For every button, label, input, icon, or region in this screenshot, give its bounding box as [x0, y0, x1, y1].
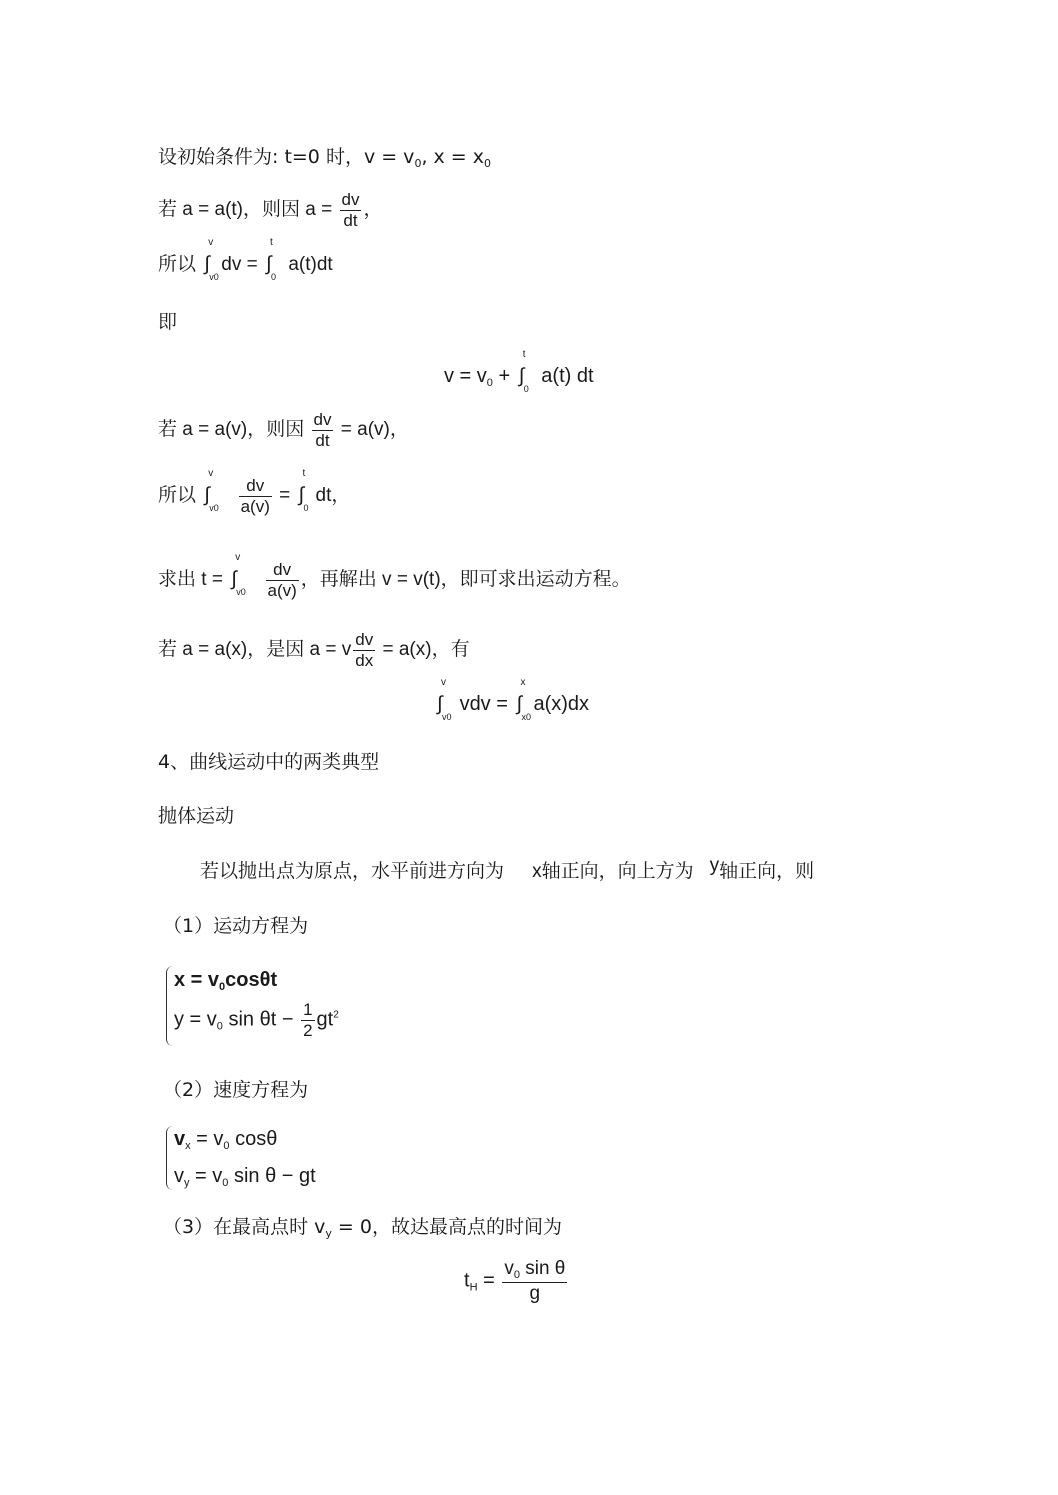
dv: dv: [221, 254, 242, 275]
integral-sign: ∫: [516, 693, 522, 715]
integral-symbol: [204, 468, 219, 514]
top-point-text-b: = 0，故达最高点的时间为: [331, 1216, 562, 1238]
equals: =: [477, 1269, 501, 1292]
top-point-line: [163, 1218, 562, 1239]
ji-label: 即: [158, 311, 178, 333]
fraction-dv-av: [239, 476, 272, 516]
top-point-text: （3）在最高点时 v: [163, 1216, 326, 1238]
fraction-v0sin-g: [502, 1258, 567, 1304]
case-a-of-x: [158, 630, 470, 670]
upper-limit: x: [520, 677, 526, 688]
numerator: dv: [239, 476, 272, 497]
so-label: 所以: [158, 254, 197, 275]
comma: ，: [363, 199, 383, 221]
coordinate-description: [200, 855, 815, 882]
upper-limit: t: [302, 468, 306, 480]
integral-symbol: [204, 237, 219, 282]
fraction-dv-av: [266, 560, 299, 600]
rhs: = a(x)，有: [377, 639, 470, 661]
integral-sign: ∫: [204, 484, 210, 507]
upper-limit: t: [270, 237, 273, 248]
motion-x-equation: [174, 970, 277, 993]
sub-zero: 0: [486, 377, 493, 389]
motion-x-rhs: cosθt: [225, 969, 278, 991]
integral-equation-2: 所以 v ∫ v0 $\frac{dv}{a(v)}$ = t ∫ 0 dt，: [158, 468, 351, 516]
sub-zero: 0: [216, 1020, 223, 1033]
desc-a: 若以抛出点为原点，水平前进方向为: [200, 860, 505, 882]
solve-text: 求出 t =: [158, 569, 229, 591]
integral-sign: ∫: [231, 568, 237, 591]
desc-c: 轴正向，则: [719, 860, 815, 882]
integral-sign: ∫: [298, 484, 304, 507]
upper-limit: t: [522, 349, 526, 360]
rhs: a(x)dx: [533, 693, 590, 715]
vy-rhs: sin θ − gt: [228, 1165, 316, 1187]
projectile-heading: 抛体运动: [158, 805, 235, 827]
integral-sign: ∫: [204, 253, 210, 275]
x-axis-symbol: x: [532, 861, 542, 882]
vy-lhs: v: [174, 1165, 184, 1187]
case-a-of-v-text: 若 a = a(v)，则因: [158, 419, 305, 441]
left-brace: [166, 1126, 173, 1190]
lower-limit: 0: [523, 384, 529, 394]
rhs: a(t)dt: [288, 254, 333, 275]
denominator: 2: [303, 1020, 313, 1040]
upper-limit: v: [208, 237, 214, 248]
solve-line: [158, 552, 631, 600]
velocity-eq-title: （2）速度方程为: [163, 1079, 309, 1101]
vx-lhs: v: [174, 1128, 186, 1150]
sub-zero: 0: [513, 1269, 520, 1281]
numerator: dv: [266, 560, 299, 581]
lower-limit: 0: [271, 272, 277, 282]
initial-condition-text-b: , x = x: [421, 146, 485, 168]
vx-rhs: cosθ: [229, 1128, 278, 1150]
motion-y-mid: sin θt −: [222, 1008, 300, 1031]
numerator: dv: [341, 190, 360, 209]
velocity-integral-formula: [444, 349, 594, 394]
denominator: a(v): [240, 496, 270, 516]
sub-y: y: [325, 1227, 332, 1240]
sub-y: y: [184, 1177, 190, 1189]
rhs: a(t) dt: [541, 365, 594, 387]
integral-symbol: [298, 468, 313, 514]
sub-x: x: [185, 1140, 191, 1152]
rhs: dt，: [315, 485, 351, 507]
denominator: dt: [343, 210, 358, 230]
vx-eq: = v: [190, 1128, 224, 1150]
y-axis-symbol: y: [709, 855, 720, 876]
denominator: g: [529, 1282, 541, 1304]
numerator: dv: [355, 630, 374, 649]
lower-limit: x0: [521, 712, 531, 722]
integral-symbol: [231, 552, 246, 598]
sub-H: H: [469, 1281, 478, 1294]
lower-limit: 0: [303, 503, 309, 514]
left-brace: [166, 966, 173, 1046]
so-label: 所以: [158, 485, 197, 507]
motion-x-lhs: x = v: [174, 969, 220, 991]
fraction-dv-dx: [353, 630, 375, 670]
section-heading: 4、曲线运动中的两类典型: [158, 751, 380, 773]
lower-limit: v0: [442, 712, 452, 722]
motion-y-lhs: y = v: [174, 1008, 217, 1031]
v-eq: v = v: [444, 365, 487, 387]
denominator: a(v): [267, 580, 297, 600]
rhs: = a(v)，: [335, 419, 409, 441]
integral-sign: ∫: [437, 693, 443, 715]
case-a-of-t: [158, 190, 382, 230]
initial-condition-text: 设初始条件为: t=0 时，v = v: [158, 146, 415, 168]
fraction-one-half: [301, 1000, 314, 1040]
fraction-dv-dt: [312, 410, 334, 450]
upper-limit: v: [235, 552, 241, 564]
integral-symbol: [437, 677, 452, 722]
upper-limit: v: [208, 468, 214, 480]
motion-eq-title: （1）运动方程为: [163, 915, 309, 937]
lower-limit: v0: [236, 587, 246, 598]
upper-limit: v: [441, 677, 446, 688]
integral-symbol: [516, 677, 531, 722]
integral-symbol: [518, 349, 533, 394]
lower-limit: v0: [209, 272, 219, 282]
solve-suffix: ，再解出 v = v(t)，即可求出运动方程。: [300, 569, 631, 591]
case-a-of-v: [158, 410, 409, 450]
integral-equation-1: 所以 v ∫ v0 dv = t ∫ 0 a(t)dt: [158, 237, 333, 282]
case-a-of-x-text: 若 a = a(x)，是因 a = v: [158, 639, 352, 661]
denominator: dx: [355, 650, 374, 670]
v0-symbol: v: [504, 1258, 514, 1279]
desc-b: 轴正向，向上方为: [541, 860, 694, 882]
motion-y-gt: gt: [316, 1008, 334, 1031]
sub-zero: 0: [223, 1140, 230, 1152]
initial-condition: [158, 148, 491, 169]
integral-symbol: [266, 237, 280, 282]
sub-zero: 0: [484, 157, 492, 170]
numerator: 1: [303, 1000, 313, 1019]
vdv-integral: [434, 677, 590, 722]
integral-sign: ∫: [266, 253, 272, 275]
motion-y-equation: [174, 1000, 339, 1040]
case-a-of-t-text: 若 a = a(t)，则因 a =: [158, 199, 338, 221]
sup-two: 2: [333, 1009, 339, 1021]
sin-theta: sin θ: [519, 1258, 566, 1279]
numerator: dv: [313, 410, 332, 429]
sub-zero: 0: [222, 1177, 229, 1189]
sub-zero: 0: [219, 981, 226, 993]
lhs: vdv =: [459, 693, 514, 715]
vy-equation: [174, 1166, 316, 1189]
vy-eq: = v: [189, 1165, 223, 1187]
time-to-top-formula: [464, 1258, 569, 1304]
fraction-dv-dt: [340, 190, 362, 230]
lower-limit: v0: [209, 503, 219, 514]
integral-sign: ∫: [518, 365, 525, 387]
t-symbol: t: [464, 1269, 470, 1292]
plus: +: [492, 365, 516, 387]
sub-zero: 0: [414, 157, 422, 170]
vx-equation: [174, 1129, 277, 1152]
denominator: dt: [315, 430, 330, 450]
